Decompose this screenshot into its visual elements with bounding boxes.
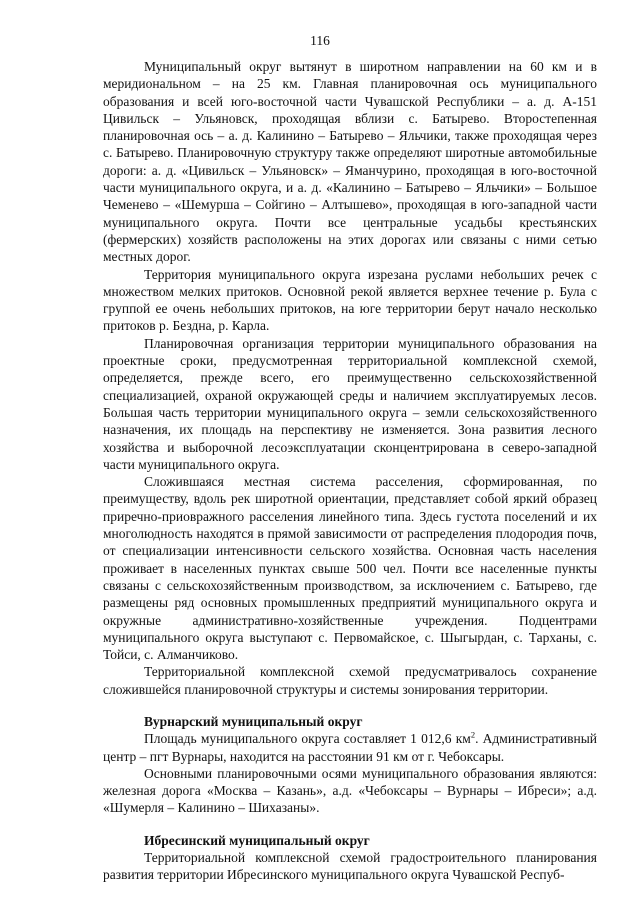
section-heading-ibresi: Ибресинский муниципальный округ — [144, 832, 370, 848]
paragraph-batyrevo-axes: Муниципальный округ вытянут в широтном направлении на 60 км и в меридиональном – на 25 км. Главная планировочная ось муниципального образования и всей юго-восточной части Чувашской Республики – а. д. А-151 Цивильск – Ульяновск, проходящая вблизи с. Батырево. Второстепенная планировочная ось – а. д. Калинино – Батырево – Яльчики, также проходящая через с. Батырево. Планировочную структуру также определяют широтные автомобильные дороги: а. д. «Цивильск – Ульяновск» – Яманчурино, проходящая в юго-восточной части муниципального округа, и а. д. «Калинино – Батырево – Яльчики» – Большое Чеменево – «Шемурша – Сойгино – Алтышево», проходящая в юго-западной части муниципального округа. Почти все центральные усадьбы крестьянских (фермерских) хозяйств расположены на этих дорогах или связаны с ними сетью местных дорог. — [103, 59, 597, 265]
page-number: 116 — [310, 33, 330, 48]
vurnary-area-text-rest: . Административный центр – пгт Вурнары, находится на расстоянии 91 км от г. Чебоксары. — [103, 731, 597, 764]
document-body — [103, 58, 597, 884]
paragraph-batyrevo-rivers: Территория муниципального округа изрезана руслами небольших речек с множеством мелких притоков. Основной рекой является верхнее течение р. Була с группой ее очень небольших притоков, на юге территории берут начало несколько притоков р. Бездна, р. Карла. — [103, 266, 597, 334]
vurnary-area-superscript: 2 — [470, 729, 476, 740]
vurnary-area-text: Площадь муниципального округа составляет 1 012,6 км — [144, 731, 471, 747]
paragraph-ibresi-intro: Территориальной комплексной схемой градостроительного планирования развития территории Ибресинского муниципального округа Чувашской Респуб- — [103, 850, 597, 883]
section-heading-vurnary: Вурнарский муниципальный округ — [144, 713, 363, 729]
paragraph-vurnary-axes: Основными планировочными осями муниципального образования являются: железная дорога «Москва – Казань», а.д. «Чебоксары – Вурнары – Ибреси»; а.д. «Шумерля – Калинино – Шихазаны». — [103, 765, 597, 816]
paragraph-batyrevo-settlement: Сложившаяся местная система расселения, сформированная, по преимуществу, вдоль рек широтной ориентации, представляет собой яркий образец приречно-приовражного расселения линейного типа. Здесь густота поселений и их многолюдность находятся в прямой зависимости от распределения плодородия почв, от специализации интенсивности сельского хозяйства. Основная часть населения проживает в населенных пунктах свыше 500 чел. Почти все населенные пункты связаны с сельскохозяйственным производством, за исключением с. Батырево, где размещены ряд основных промышленных предприятий муниципального округа и окружные административно-хозяйственные учреждения. Подцентрами муниципального округа выступают с. Первомайское, с. Шыгырдан, с. Тарханы, с. Тойси, с. Алманчиково. — [103, 474, 597, 663]
paragraph-batyrevo-preservation: Территориальной комплексной схемой предусматривалось сохранение сложившейся планировочной структуры и системы зонирования территории. — [103, 664, 597, 697]
paragraph-batyrevo-planning: Планировочная организация территории муниципального образования на проектные сроки, предусмотренная территориальной комплексной схемой, определяется, прежде всего, его преимущественно сельскохозяйственной специализацией, охраной окружающей среды и наличием эксплуатируемых лесов. Большая часть территории муниципального округа – земли сельскохозяйственного назначения, их площадь на перспективу не изменяется. Зона развития лесного хозяйства и выборочной лесоэксплуатации сконцентрирована в северо-западной части муниципального округа. — [103, 335, 597, 472]
paragraph-vurnary-area — [103, 730, 597, 765]
